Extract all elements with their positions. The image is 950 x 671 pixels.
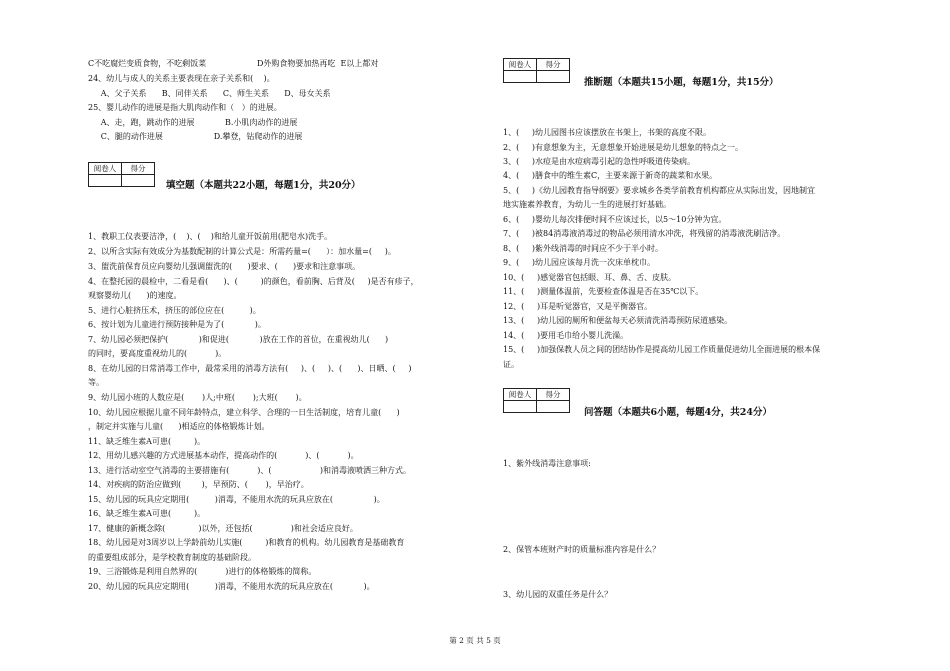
score-cell[interactable] <box>122 175 155 187</box>
question-25: 25、婴儿动作的进展是指大肌肉动作和（ ）的进展。 <box>88 103 282 112</box>
fill-q12: 12、用幼儿感兴趣的方式进展基本动作，提高动作的( )、( )。 <box>88 451 359 460</box>
fill-q20: 20、幼儿园的玩具应定期用( )消毒，不能用水洗的玩具应放在( )。 <box>88 582 375 591</box>
fill-q7: 7、幼儿园必须把保护( )和促进( )放在工作的首位，在重视幼儿( ) <box>88 335 389 344</box>
qa-q1: 1、紫外线消毒注意事项: <box>503 459 591 468</box>
fill-q6: 6、按计划为儿童进行预防接种是为了( )。 <box>88 320 266 329</box>
page-footer: 第 2 页 共 5 页 <box>449 636 501 645</box>
judge-q13: 13、( )幼儿园的厕所和便盆每天必须清洗消毒预防尿道感染。 <box>503 316 733 325</box>
judge-q7: 7、( )被84消毒液消毒过的物品必须用清水冲洗，将残留的消毒液洗刷洁净。 <box>503 229 786 238</box>
judge-q5-cont: 地实施素养教育，为幼儿一生的进展打好基础。 <box>503 200 671 209</box>
judge-q10: 10、( )感觉器官包括眼、耳、鼻、舌、皮肤。 <box>503 273 677 282</box>
judge-q5: 5、( )《幼儿园教育指导纲要》要求城乡各类学前教育机构都应从实际出发，因地制宜 <box>503 186 816 195</box>
question-25-options-ab: A、走，跑，跳动作的进展 B.小肌肉动作的进展 <box>88 118 298 127</box>
fill-q18: 18、幼儿园是对3周岁以上学龄前幼儿实施( )和教育的机构。幼儿园教育是基础教育 <box>88 538 405 547</box>
fill-q14: 14、对疾病的防治应做到( )，早预防、( )，早治疗。 <box>88 480 309 489</box>
fill-score-box <box>88 162 155 187</box>
qa-q2: 2、保管本班财产时的质量标准内容是什么？ <box>503 545 661 554</box>
judge-q2: 2、( )有意想象为主，无意想象开始进展是幼儿想象的特点之一。 <box>503 143 744 152</box>
fill-q11: 11、缺乏维生素A可患( )。 <box>88 437 206 446</box>
question-24-options: A、父子关系 B、同伴关系 C、师生关系 D、母女关系 <box>88 89 331 98</box>
qa-section-title: 问答题（本题共6小题，每题4分，共24分） <box>584 407 772 418</box>
grader-cell[interactable] <box>504 401 537 413</box>
judge-q14: 14、( )要用毛巾给小婴儿洗澡。 <box>503 331 629 340</box>
fill-q2: 2、以所含实际有效成分为基数配制的计算公式是：所需药量=( ）：加水量=( )。 <box>88 247 396 256</box>
score-label: 得分 <box>537 59 570 71</box>
fill-q1: 1、教职工仪表要洁净，( )、( )和给儿童开饭前用(肥皂水)洗手。 <box>88 232 333 241</box>
fill-q13: 13、进行活动室空气消毒的主要措施有( )、( )和消毒液喷洒三种方式。 <box>88 466 411 475</box>
fill-q4: 4、在整托园的晨检中，二看是看( )、( )的颜色，看前胸、后背及( )是否有疹子， <box>88 277 419 286</box>
grader-label: 阅卷人 <box>504 389 537 401</box>
fill-q18-cont: 的重要组成部分，是学校教育制度的基础阶段。 <box>88 553 256 562</box>
score-cell[interactable] <box>537 401 570 413</box>
score-label: 得分 <box>537 389 570 401</box>
fill-q19: 19、三浴锻炼是利用自然界的( )进行的体格锻炼的简称。 <box>88 567 317 576</box>
judge-q12: 12、( )耳是听觉器官，又是平衡器官。 <box>503 302 653 311</box>
judge-q9: 9、( )幼儿园应该每月洗一次床单枕巾。 <box>503 258 656 267</box>
score-cell[interactable] <box>537 71 570 83</box>
text-line: C不吃腐烂变质食物，不吃剩饭菜 D外购食物要加热再吃 E以上都对 <box>88 59 379 68</box>
fill-q4-cont: 观察婴幼儿( )的速度。 <box>88 291 182 300</box>
grader-cell[interactable] <box>504 71 537 83</box>
fill-q15: 15、幼儿园的玩具应定期用( )消毒，不能用水洗的玩具应放在( )。 <box>88 495 385 504</box>
fill-q10-cont: ，制定并实施与儿童( )相适应的体格锻炼计划。 <box>88 422 270 431</box>
fill-q16: 16、缺乏维生素A可患( )。 <box>88 509 206 518</box>
fill-q3: 3、盥洗前保育员应向婴幼儿强调盥洗的( )要求、( )要求和注意事项。 <box>88 262 361 271</box>
judge-q11: 11、( )测量体温前，先要检查体温是否在35℃以下。 <box>503 287 704 296</box>
fill-q10: 10、幼儿园应根据儿童不同年龄特点，建立科学、合理的一日生活制度，培育儿童( ) <box>88 408 400 417</box>
question-25-options-cd: C、腿的动作进展 D.攀登，钻爬动作的进展 <box>88 132 303 141</box>
fill-q8: 8、在幼儿园的日常消毒工作中，最常采用的消毒方法有( )、( )、( )、日晒、( ) <box>88 364 412 373</box>
judge-q3: 3、( )水痘是由水痘病毒引起的急性呼吸道传染病。 <box>503 157 696 166</box>
fill-section-title: 填空题（本题共22小题，每题1分，共20分） <box>166 180 361 191</box>
fill-q7-cont: 的同时，要高度重视幼儿的( )。 <box>88 349 227 358</box>
score-label: 得分 <box>122 163 155 175</box>
judge-section-title: 推断题（本题共15小题，每题1分，共15分） <box>584 77 779 88</box>
judge-q15: 15、( )加强保教人员之间的团结协作是提高幼儿园工作质量促进幼儿全面进展的根本保 <box>503 345 821 354</box>
fill-q17: 17、健康的新概念除( )以外，还包括( )和社会适应良好。 <box>88 524 358 533</box>
fill-q5: 5、进行心脏挤压术，挤压的部位应在( )。 <box>88 306 261 315</box>
grader-label: 阅卷人 <box>89 163 122 175</box>
judge-q15-cont: 证。 <box>503 360 519 369</box>
judge-q4: 4、( )膳食中的维生素C，主要来源于新奇的蔬菜和水果。 <box>503 171 718 180</box>
fill-q8-cont: 等。 <box>88 378 104 387</box>
question-24: 24、幼儿与成人的关系主要表现在亲子关系和( )。 <box>88 74 275 83</box>
judge-q1: 1、( )幼儿园图书应该摆放在书架上，书架的高度不限。 <box>503 128 712 137</box>
grader-label: 阅卷人 <box>504 59 537 71</box>
judge-score-box <box>503 58 570 83</box>
qa-q3: 3、幼儿园的双重任务是什么？ <box>503 590 613 599</box>
fill-q9: 9、幼儿园小班的人数应是( )人;中班( );大班( )。 <box>88 393 307 402</box>
judge-q8: 8、( )紫外线消毒的时间应不少于半小时。 <box>503 244 664 253</box>
judge-q6: 6、( )婴幼儿每次排便时间不应该过长，以5～10分钟为宜。 <box>503 215 727 224</box>
grader-cell[interactable] <box>89 175 122 187</box>
qa-score-box <box>503 388 570 413</box>
